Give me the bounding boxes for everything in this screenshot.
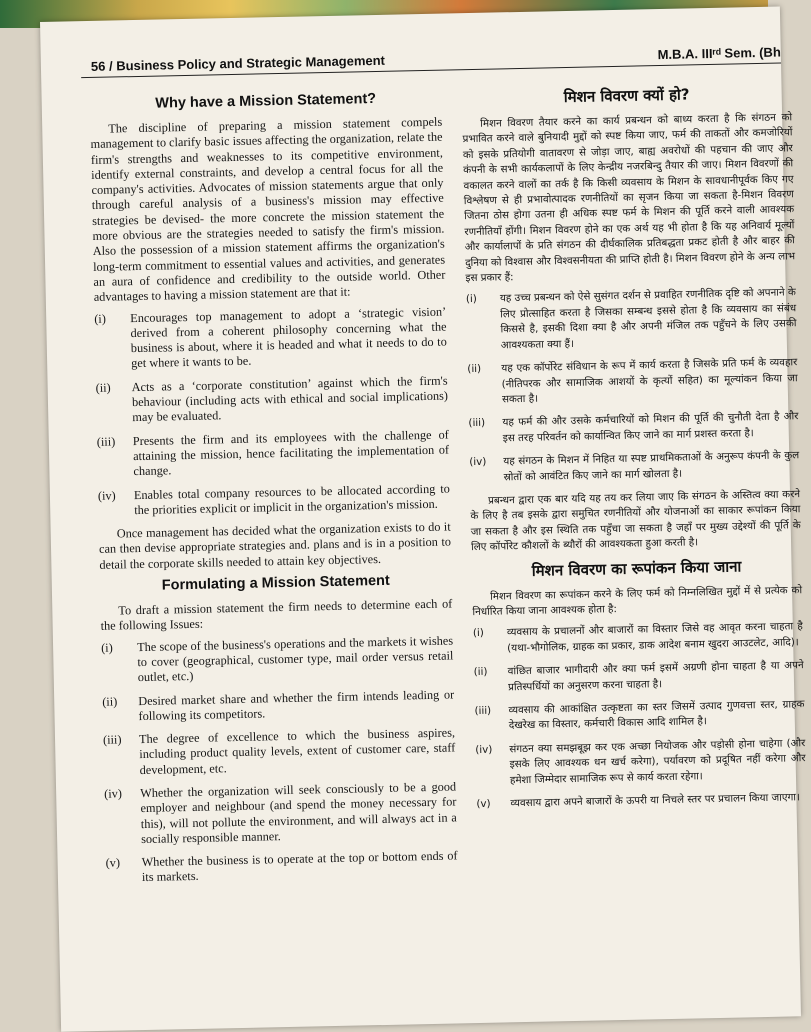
list-item: (ii) वांछित बाजार भागीदारी और क्या फर्म इसमें अग्रणी होना चाहता है या अपने प्रतिस्पर्धियों का अनुसरण करना चाहता है। [473, 659, 804, 693]
hindi-para-2: प्रबन्धन द्वारा एक बार यदि यह तय कर लिया जाए कि संगठन के अस्तित्व क्या करने के लिए है तब इसके द्वारा समुचित रणनीतियों और योजनाओं का साकार रूपांकन किया जा सकता है और इस स्थिति तक पहुँचा जा सकता है जहाँ पर मुख्य उद्देश्यों की पूर्ति के लिए कॉर्पोरेट कौशलों के ब्यौरों की आवश्यकता हुआ करती है। [470, 488, 801, 554]
hindi-advantages-list [466, 286, 800, 486]
hindi-heading-formulating: मिशन विवरण का रूपांकन किया जाना [531, 556, 742, 580]
english-para-1: The discipline of preparing a mission statement compels management to clarify basic issues affecting the organization, relate the firm's strengths and weaknesses to its competitive environment, identify external constraints, and develop a central focus for all the company's activities. Advocates of mission statements argue that only through careful analysis of a business's mission may effective strategies be devised- the more concrete the mission statement the more obvious are the strategies needed to satisfy the firm's mission. Also the possession of a mission statement affirms the organization's long-term commitment to essential values and activities, and generates an aura of confidence and credibility to the outside world. Other advantages to having a mission statement are that it: [90, 114, 446, 305]
english-column [89, 84, 458, 895]
running-header [81, 36, 781, 78]
list-item: (i) व्यवसाय के प्रचालनों और बाजारों का विस्तार जिसे वह आवृत करना चाहता है (यथा-भौगोलिक, ग्राहक का प्रकार, डाक आदेश बनाम खुदरा आउटलेट, आदि)। [472, 620, 803, 655]
list-item: (iii) The degree of excellence to which the business aspires, including product quality levels, extent of customer care, staff development, etc. [102, 725, 456, 777]
list-item: (i) The scope of the business's operations and the markets it wishes to cover (geographical, customer type, mail order versus retail outlet, etc.) [100, 633, 454, 685]
list-item: (i) Encourages top management to adopt a ‘strategic vision’ derived from a coherent philosophy concerning what the business is about, where it is headed and what it needs to do to get where it wants to be. [94, 304, 447, 371]
list-item: (iii) व्यवसाय की आकांक्षित उत्कृष्टता का स्तर जिसमें उत्पाद गुणवत्ता स्तर, ग्राहक देखरेख का विस्तार, कर्मचारी विकास आदि शामिल है। [474, 698, 805, 732]
english-para-2: Once management has decided what the organization exists to do it can then devise appropriate strategies and. plans and is in a position to detail the corporate skills needed to attain key objectives. [98, 519, 452, 572]
list-item: (iii) Presents the firm and its employees with the challenge of attaining the mission, hence facilitating the implementation of change. [96, 427, 450, 479]
header-right-text: M.B.A. IIIʳᵈ Sem. (Bh [657, 44, 781, 63]
heading-formulating-mission: Formulating a Mission Statement [161, 572, 390, 594]
english-issues-list [101, 633, 458, 886]
hindi-heading-why-mission: मिशन विवरण क्यों हो? [563, 85, 690, 107]
list-item: (iv) Whether the organization will seek consciously to be a good employer and neighbour (and spend the money necessary for this), will not pollute the environment, and will always act in a socially responsible manner. [104, 779, 457, 846]
list-item: (ii) Desired market share and whether the firm intends leading or following its competitors. [102, 686, 455, 723]
list-item: (iv) Enables total company resources to be allocated according to the priorities explicit or implicit in the organization's mission. [97, 481, 450, 517]
hindi-column [461, 76, 806, 820]
hindi-issues-list [473, 620, 807, 813]
list-item: (i) यह उच्च प्रबन्धन को ऐसे सुसंगत दर्शन से प्रवाहित रणनीतिक दृष्टि को अपनाने के लिए प्रोत्साहित करता है जिसका सम्बन्ध इससे होता है कि व्यवसाय का संबंध किससे है, इसकी दिशा क्या है और अपनी मंजिल तक पहुँचने के लिए उसकी आवश्यकता क्या हैं। [465, 286, 797, 352]
english-para-3: To draft a mission statement the firm needs to determine each of the following Issues: [100, 596, 453, 634]
list-item: (iv) संगठन क्या समझबूझ कर एक अच्छा नियोजक और पड़ोसी होना चाहेगा (और इसके लिए आवश्यक धन खर्च करेगा), पर्यावरण को प्रदूषित नहीं करेगा और हमेशा जिम्मेदार सामाजिक रूप से कार्य करता रहेगा। [475, 736, 806, 786]
list-item: (iii) यह फर्म की और उसके कर्मचारियों को मिशन की पूर्ति की चुनौती देता है और इस तरह परिवर्तन को कार्यान्वित किए जाने का मार्ग प्रशस्त करता है। [468, 410, 799, 445]
hindi-para-3: मिशन विवरण का रूपांकन करने के लिए फर्म को निम्नलिखित मुद्दों में से प्रत्येक को निर्धारित किया जाना आवश्यक होता है: [472, 583, 803, 619]
header-left-text: 56 / Business Policy and Strategic Management [90, 52, 386, 74]
list-item: (iv) यह संगठन के मिशन में निहित या स्पष्ट प्राथमिकताओं के अनुरूप कंपनी के कुल स्रोतों को आवंटित किए जाने का मार्ग खोलता है। [469, 449, 800, 483]
hindi-para-1: मिशन विवरण तैयार करने का कार्य प्रबन्धन को बाध्य करता है कि संगठन को प्रभावित करने वाले बुनियादी मुद्दों को स्पष्ट किया जाए, फर्म की ताकतों और कमजोरियों को इसके प्रतियोगी वातावरण से जोड़ा जाए, बाह्य अवरोधों की पहचान की जाए और कंपनी के सभी कार्यकलापों के लिए केन्द्रीय नजरबिन्दु तैयार की जाए। मिशन विवरणों की वकालत करने वालों का तर्क है कि किसी व्यवसाय के मिशन के सावधानीपूर्वक किए गए विश्लेषण से ही प्रभावोत्पादक रणनीतियों का सृजन किया जा सकता है-मिशन विवरण जितना ठोस होगा उतना ही अधिक स्पष्ट फर्म के मिशन की पूर्ति करने वाली आवश्यक रणनीतियाँ होंगी। मिशन विवरण होने का एक अर्थ यह भी होता है कि यह अनिवार्य मूल्यों और कार्यालापों के प्रति संगठन की दीर्घकालिक प्रतिबद्धता प्रकट होती है और बाहर की दुनिया को विश्वास और विश्वसनीयता की प्राप्ति होती है। मिशन विवरण होने के अन्य लाभ इस प्रकार हैं: [462, 111, 796, 285]
list-item: (ii) Acts as a ‘corporate constitution’ against which the firm's behaviour (including acts with ethical and social implications) may be evaluated. [95, 373, 449, 425]
list-item: (ii) यह एक कॉर्पोरेट संविधान के रूप में कार्य करता है जिसके प्रति फर्म के व्यवहार (नीतिपरक और सामाजिक आशयों के कृत्यों सहित) का मूल्यांकन किया जा सकता है। [467, 356, 798, 406]
list-item: (v) Whether the business is to operate at the top or bottom ends of its markets. [105, 848, 458, 885]
english-advantages-list [94, 304, 450, 519]
heading-why-mission-statement: Why have a Mission Statement? [155, 90, 377, 112]
list-item: (v) व्यवसाय द्वारा अपने बाजारों के ऊपरी या निचले स्तर पर प्रचालन किया जाएगा। [476, 791, 801, 811]
book-page [40, 7, 806, 1032]
